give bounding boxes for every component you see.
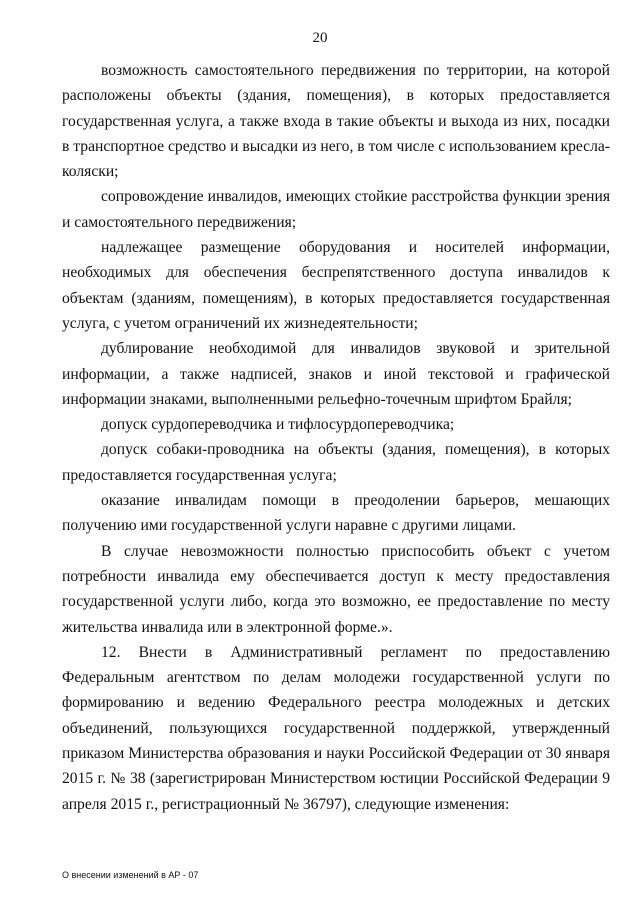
paragraph-equipment: надлежащее размещение оборудования и носителей информации, необходимых для обеспечения беспрепятственного доступа инвалидов к объектам (зданиям, помещениям), в которых предоставляется государственная услуга, с учетом ограничений их жизнедеятельности; xyxy=(62,239,610,332)
paragraph-assistance: оказание инвалидам помощи в преодолении барьеров, мешающих получению ими государственной услуги наравне с другими лицами. xyxy=(62,492,610,535)
paragraph-impossibility: В случае невозможности полностью приспособить объект с учетом потребности инвалида ему обеспечивается доступ к месту предоставления государственной услуги либо, когда это возможно, ее предоставление по месту жительства инвалида или в электронной форме.». xyxy=(62,542,610,636)
paragraph-interpreter: допуск сурдопереводчика и тифлосурдопереводчика; xyxy=(101,416,455,434)
footer-note: О внесении изменений в АР - 07 xyxy=(62,870,199,880)
paragraph-mobility: возможность самостоятельного передвижения по территории, на которой расположены объекты (здания, помещения), в которых предоставляется государственная услуга, а также входа в такие объекты и выхода из них, посадки в транспортное средство и высадки из него, в том числе с использованием кресла-коляски; xyxy=(62,62,610,181)
paragraph-duplication: дублирование необходимой для инвалидов звуковой и зрительной информации, а также надписей, знаков и иной текстовой и графической информации знаками, выполненными рельефно-точечным шрифтом Брайля; xyxy=(62,340,610,408)
document-body xyxy=(62,58,610,817)
paragraph-guide-dog: допуск собаки-проводника на объекты (здания, помещения), в которых предоставляется государственная услуга; xyxy=(62,441,610,484)
paragraph-escort: сопровождение инвалидов, имеющих стойкие расстройства функции зрения и самостоятельного передвижения; xyxy=(62,188,610,231)
paragraph-item-12: 12. Внести в Административный регламент по предоставлению Федеральным агентством по делам молодежи государственной услуги по формированию и ведению Федерального реестра молодежных и детских объединений, пользующихся государственной поддержкой, утвержденный приказом Министерства образования и науки Российской Федерации от 30 января 2015 г. № 38 (зарегистрирован Министерством юстиции Российской Федерации 9 апреля 2015 г., регистрационный № 36797), следующие изменения: xyxy=(62,643,610,813)
page-number: 20 xyxy=(312,30,328,46)
